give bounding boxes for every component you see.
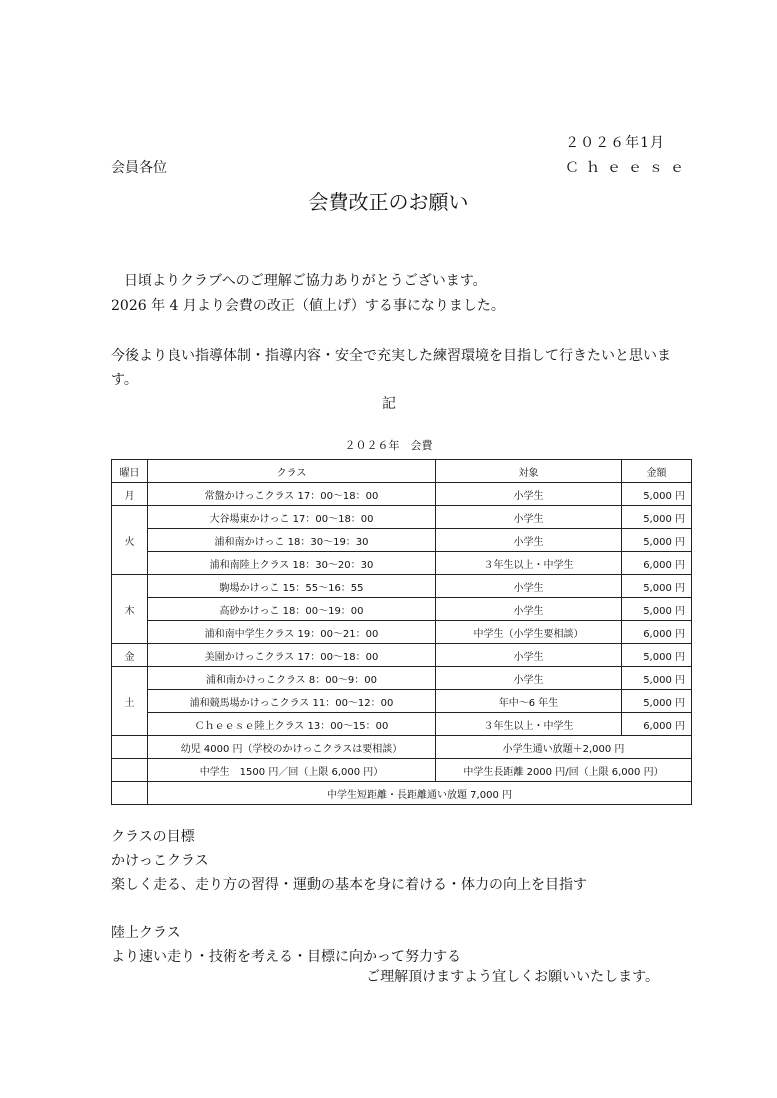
- greeting-paragraph: 日頃よりクラブへのご理解ご協力ありがとうございます。: [124, 273, 487, 289]
- junior-per-visit-cell: 中学生 1500 円／回（上限 6,000 円）: [148, 759, 436, 782]
- table-row: [112, 529, 692, 552]
- class-cell: 浦和南かけっこクラス 8：00〜9：00: [148, 667, 436, 690]
- class-cell: 美園かけっこクラス 17：00〜18：00: [148, 644, 436, 667]
- fee-cell: 5,000 円: [622, 483, 692, 506]
- class-cell: 大谷場東かけっこ 17：00〜18：00: [148, 506, 436, 529]
- header-day: 曜日: [112, 460, 148, 483]
- header-fee: 金額: [622, 460, 692, 483]
- closing-line: ご理解頂けますよう宜しくお願いいたします。: [366, 969, 659, 985]
- fee-cell: 5,000 円: [622, 667, 692, 690]
- rikujo-text: より速い走り・技術を考える・目標に向かって努力する: [111, 949, 461, 965]
- class-cell: 浦和競馬場かけっこクラス 11：00〜12：00: [148, 690, 436, 713]
- fee-cell: 5,000 円: [622, 575, 692, 598]
- table-row: [112, 713, 692, 736]
- class-cell: Ｃｈｅｅｓｅ陸上クラス 13：00〜15：00: [148, 713, 436, 736]
- empty-day-cell: [112, 759, 148, 782]
- table-row: [112, 552, 692, 575]
- target-cell: 小学生: [436, 667, 622, 690]
- target-cell: ３年生以上・中学生: [436, 552, 622, 575]
- fee-table: [111, 459, 692, 805]
- target-cell: 小学生: [436, 483, 622, 506]
- fee-cell: 5,000 円: [622, 529, 692, 552]
- junior-unlimited-cell: 中学生短距離・長距離通い放題 7,000 円: [148, 782, 692, 805]
- day-cell-mon: 月: [112, 483, 148, 506]
- infant-fee-cell: 幼児 4000 円（学校のかけっこクラスは要相談）: [148, 736, 436, 759]
- day-cell-thu: 木: [112, 575, 148, 644]
- kakekko-title: かけっこクラス: [111, 853, 209, 869]
- day-cell-sat: 土: [112, 667, 148, 736]
- fee-cell: 5,000 円: [622, 598, 692, 621]
- class-cell: 駒場かけっこ 15：55〜16：55: [148, 575, 436, 598]
- sender: Ｃｈｅｅｓｅ: [565, 160, 691, 176]
- ki-marker: 記: [382, 396, 396, 412]
- intent-paragraph-line2: す。: [111, 372, 138, 388]
- table-row: [112, 690, 692, 713]
- table-header-row: [112, 460, 692, 483]
- elementary-unlimited-cell: 小学生通い放題＋2,000 円: [436, 736, 692, 759]
- table-row: [112, 667, 692, 690]
- table-row: [112, 621, 692, 644]
- class-cell: 浦和南中学生クラス 19：00〜21：00: [148, 621, 436, 644]
- document-date: ２０２６年1月: [565, 135, 665, 151]
- fee-cell: 5,000 円: [622, 690, 692, 713]
- target-cell: 小学生: [436, 644, 622, 667]
- junior-long-distance-cell: 中学生長距離 2000 円/回（上限 6,000 円）: [436, 759, 692, 782]
- intent-paragraph-line1: 今後より良い指導体制・指導内容・安全で充実した練習環境を目指して行きたいと思いま: [111, 348, 671, 364]
- day-cell-tue: 火: [112, 506, 148, 575]
- class-cell: 浦和南陸上クラス 18：30〜20：30: [148, 552, 436, 575]
- fee-cell: 6,000 円: [622, 552, 692, 575]
- fee-cell: 6,000 円: [622, 713, 692, 736]
- extra-row: [112, 759, 692, 782]
- table-row: [112, 483, 692, 506]
- extra-row: [112, 736, 692, 759]
- target-cell: 小学生: [436, 529, 622, 552]
- kakekko-text: 楽しく走る、走り方の習得・運動の基本を身に着ける・体力の向上を目指す: [111, 877, 587, 893]
- recipient: 会員各位: [111, 160, 167, 176]
- empty-day-cell: [112, 782, 148, 805]
- target-cell: 小学生: [436, 575, 622, 598]
- table-row: [112, 506, 692, 529]
- announcement-paragraph: 2026 年 4 月より会費の改正（値上げ）する事になりました。: [111, 298, 505, 314]
- class-cell: 常盤かけっこクラス 17：00〜18：00: [148, 483, 436, 506]
- target-cell: 小学生: [436, 506, 622, 529]
- class-cell: 高砂かけっこ 18：00〜19：00: [148, 598, 436, 621]
- target-cell: 小学生: [436, 598, 622, 621]
- target-cell: 中学生（小学生要相談）: [436, 621, 622, 644]
- table-row: [112, 575, 692, 598]
- day-cell-fri: 金: [112, 644, 148, 667]
- target-cell: ３年生以上・中学生: [436, 713, 622, 736]
- document-title: 会費改正のお願い: [308, 190, 469, 214]
- fee-cell: 6,000 円: [622, 621, 692, 644]
- target-cell: 年中〜6 年生: [436, 690, 622, 713]
- empty-day-cell: [112, 736, 148, 759]
- class-cell: 浦和南かけっこ 18：30〜19：30: [148, 529, 436, 552]
- fee-cell: 5,000 円: [622, 644, 692, 667]
- table-row: [112, 598, 692, 621]
- goals-heading: クラスの目標: [111, 829, 195, 845]
- fee-cell: 5,000 円: [622, 506, 692, 529]
- table-row: [112, 644, 692, 667]
- header-class: クラス: [148, 460, 436, 483]
- header-target: 対象: [436, 460, 622, 483]
- extra-row: [112, 782, 692, 805]
- table-caption: ２０２６年 会費: [344, 439, 433, 452]
- rikujo-title: 陸上クラス: [111, 925, 181, 941]
